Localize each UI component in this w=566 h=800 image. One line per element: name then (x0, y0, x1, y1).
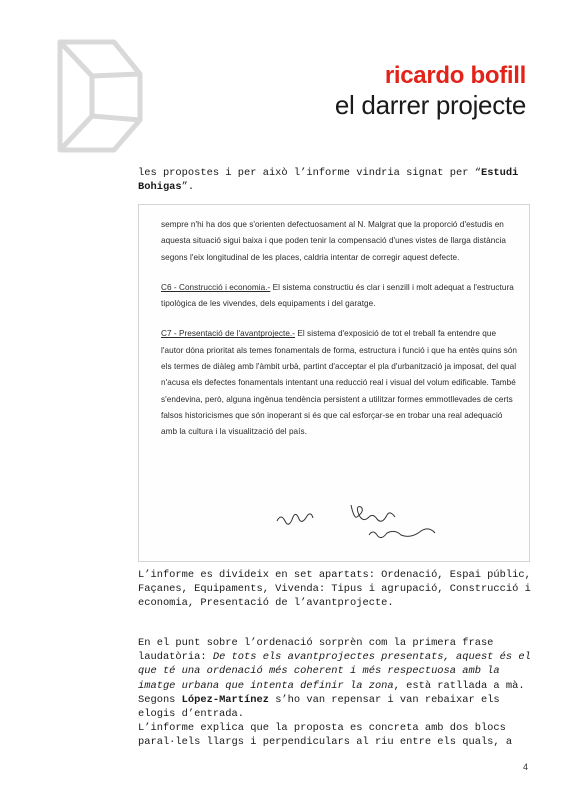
paragraph-sections: L’informe es divideix en set apartats: Ordenació, Espai públic, Façanes, Equipaments, Vivenda: Tipus i agrupació, Construcció i economia, Presentació de l’avantprojecte. (138, 569, 531, 610)
para3-c: s’ho van repensar i van rebaixar els elogis d’entrada. (138, 693, 500, 721)
paragraph-ordenacio (138, 636, 538, 750)
scan-paragraph-1: sempre n'hi ha dos que s'orienten defectuosament al N. Malgrat que la proporció d'estudis en aquesta situació sigui baixa i que poden tenir la compensació d'unes vistes de llarga distància segons l'eix longitudinal de les places, caldria intentar de corregir aquest defecte. (161, 220, 506, 262)
scan-c6-label: C6 - Construcció i economia.- (161, 282, 271, 292)
intro-bold: Estudi Bohigas (138, 167, 519, 194)
brand-header (335, 64, 526, 118)
para3-d: L’informe explica que la proposta es concreta amb dos blocs paral·lels llargs i perpendiculars al riu entre els quals, a (138, 722, 513, 749)
signature-mark (139, 205, 531, 563)
para3-quote: De tots els avantprojectes presentats, aquest és el que té una ordenació més coherent i més respectuosa amb la imatge urbana que intenta definir la zona (138, 651, 531, 692)
brand-name: ricardo bofill (384, 62, 526, 89)
page-number: 4 (522, 762, 528, 772)
logo-icon (52, 36, 148, 156)
para3-author: López-Martínez (181, 693, 269, 706)
scan-c7-label: C7 - Presentació de l'avantprojecte.- (161, 329, 296, 339)
brand-subtitle: el darrer projecte (334, 90, 526, 120)
para3-a: En el punt sobre l’ordenació sorprèn com la primera frase laudatòria: (138, 637, 494, 664)
scan-c7-text: El sistema d'exposició de tot el treball fa entendre que l'autor dóna prioritat als temes fonamentals de forma, estructura i funció i que ha entès quins són els termes de diàleg amb l'àmbit urbà, partint d'acceptar el pla d'urbanització ja imposat, del qual n'acusa els defectes fonamentals intentant una reducció real i visual del volum edificable. També s'endevina, però, alguna ingènua tendència persistent a utilitzar formes emmotllevades de certs falsos historicismes que són inoperant si és que cal esforçar-se en trobar una real adequació amb la cultura i la visualització del país. (161, 329, 518, 437)
para3-b: , està ratllada a mà. Segons (138, 679, 525, 706)
intro-end: ”. (181, 181, 195, 194)
scanned-document-image (138, 204, 530, 562)
intro-paragraph (138, 166, 538, 194)
scan-c6-text: El sistema constructiu és clar i senzill i molt adequat a l'estructura tipològica de les vivendes, dels equipaments i del garatge. (161, 282, 514, 309)
intro-text: les propostes i per això l’informe vindria signat per “ (138, 167, 481, 179)
